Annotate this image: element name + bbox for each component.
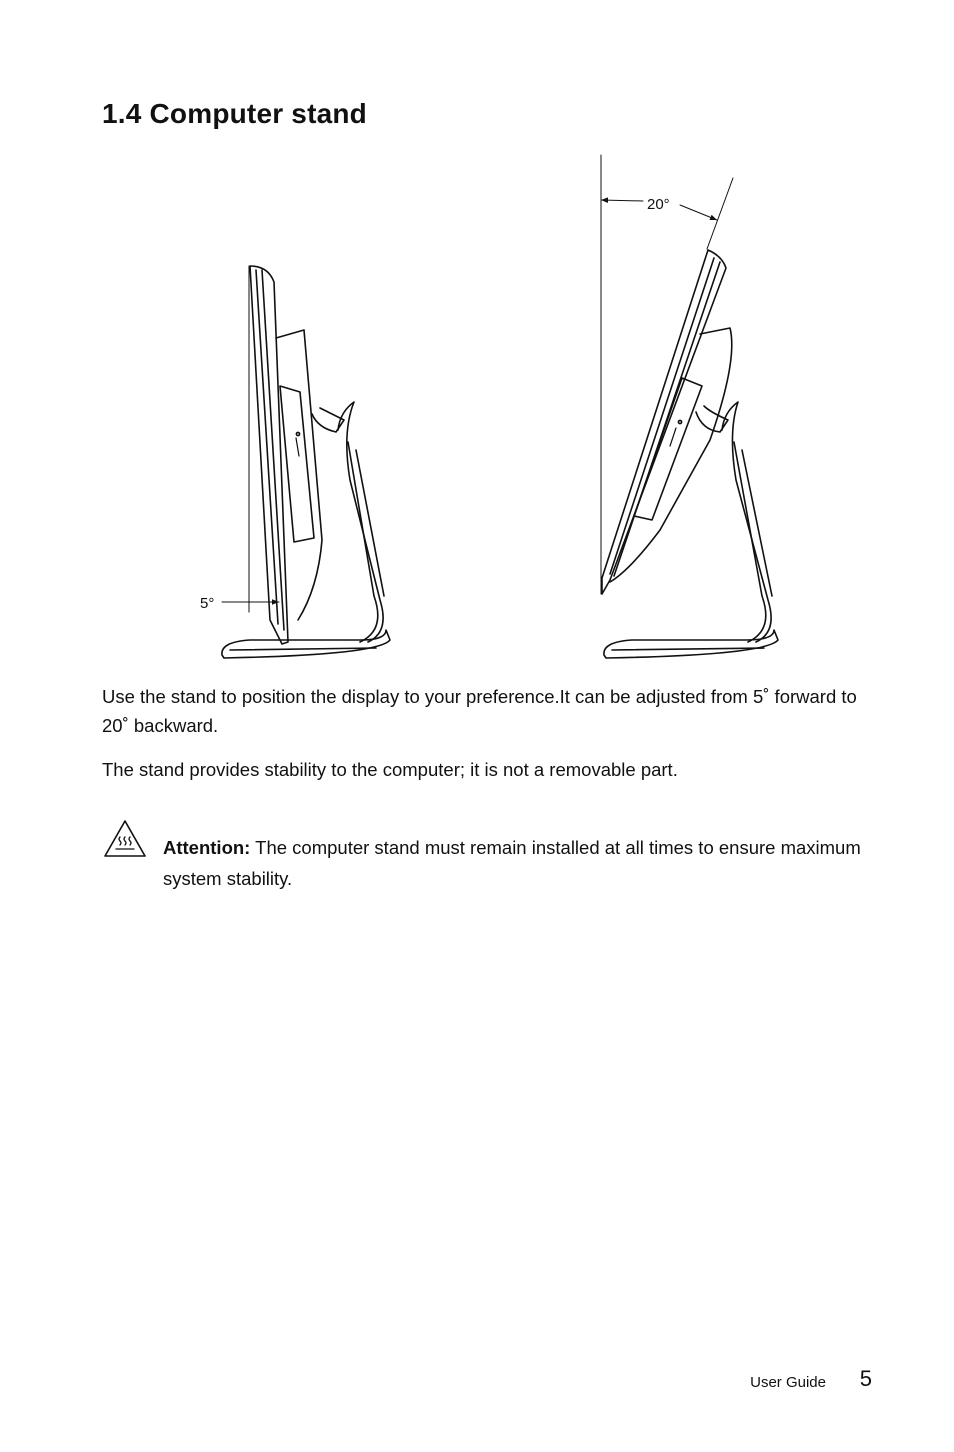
backward-tilt-computer [601, 155, 778, 658]
backward-angle-label: 20° [647, 196, 670, 213]
forward-tilt-computer [222, 266, 390, 658]
attention-label: Attention: [163, 837, 251, 858]
stability-paragraph: The stand provides stability to the computer; it is not a removable part. [102, 759, 678, 780]
attention-body: The computer stand must remain installed at all times to ensure maximum system stability. [163, 837, 861, 889]
page-number: 5 [859, 1366, 872, 1391]
adjustment-paragraph: Use the stand to position the display to your preference.It can be adjusted from 5˚ forward to 20˚ backward. [102, 686, 857, 736]
footer-label: User Guide [750, 1374, 826, 1391]
attention-message [163, 832, 863, 894]
stand-illustration [190, 150, 790, 670]
forward-angle-label: 5° [200, 595, 215, 612]
hot-surface-warning-icon [102, 818, 148, 860]
attention-notice [102, 818, 872, 898]
section-heading: 1.4 Computer stand [102, 98, 367, 129]
